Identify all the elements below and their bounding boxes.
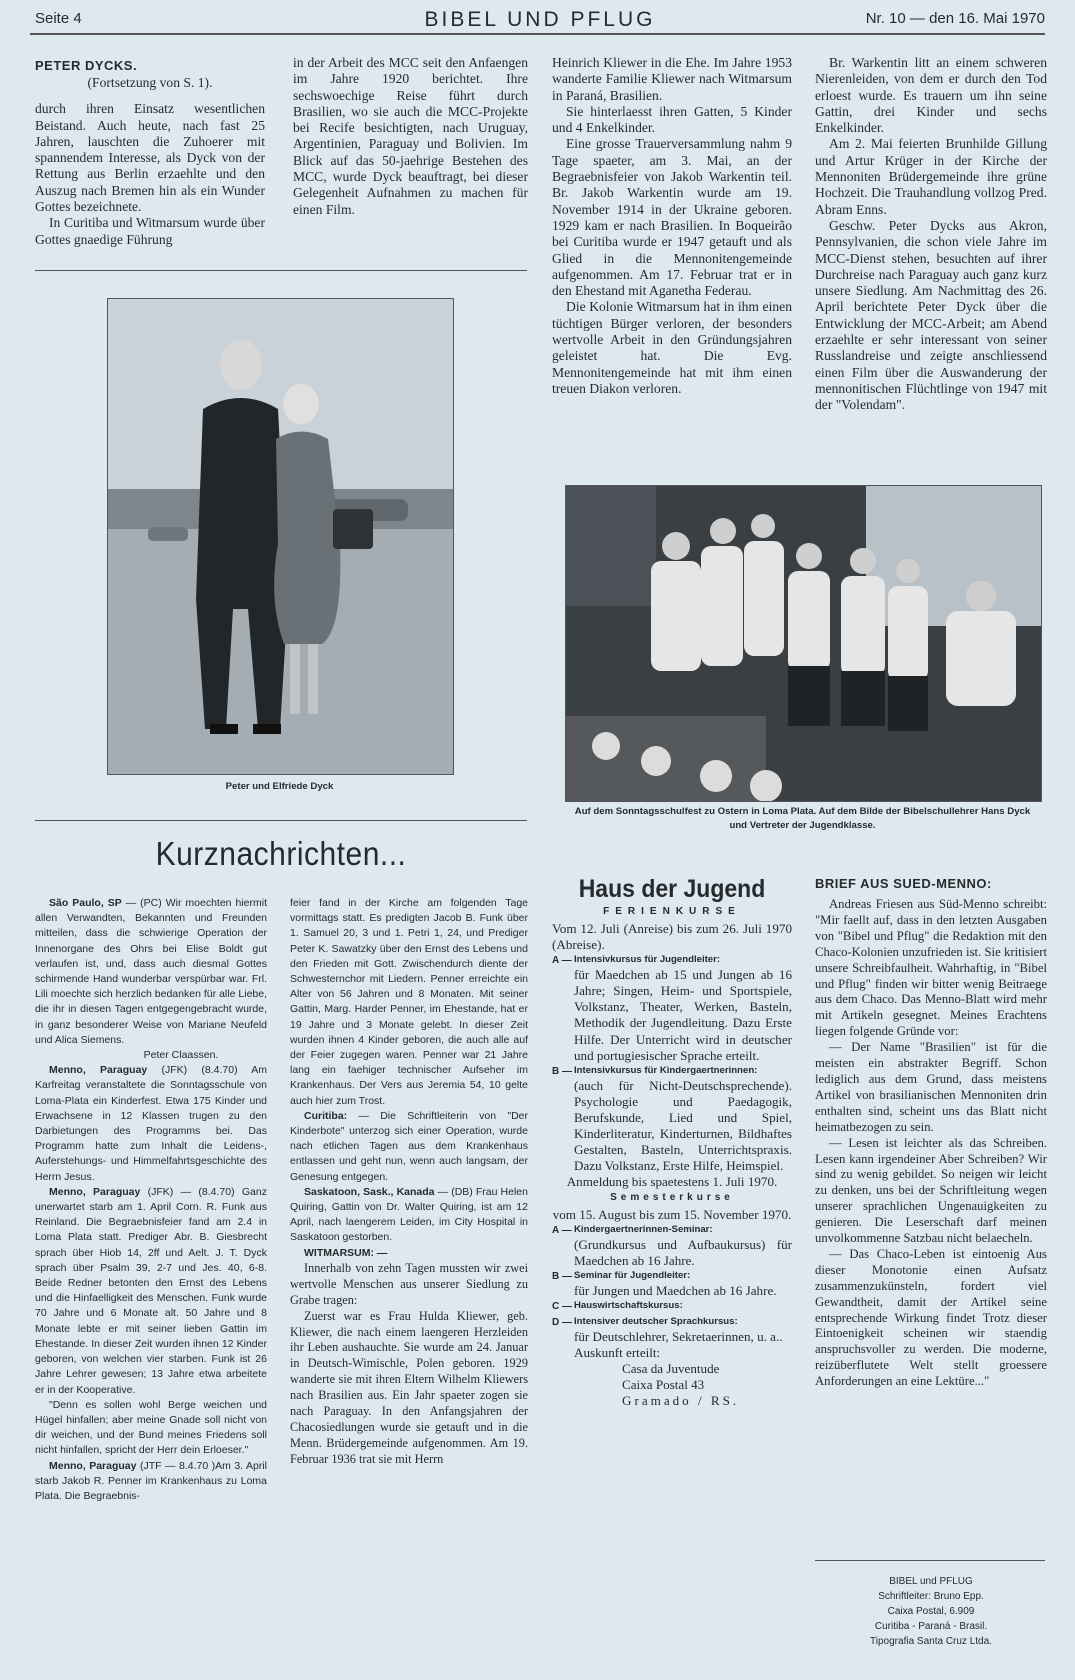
m2-lead: Menno, Paraguay — [49, 1185, 141, 1198]
m2-text: (JFK) — (8.4.70) Ganz unerwartet starb am 1. April Corn. R. Funk aus Reinland. Die Begraebnisfeier fand am 2.4 in Loma Plata statt. Prediger Abr. B. Giesbrecht sprach über Hiob 14, 2ff und Aelt. J. T. Dyck sprach über Psalm 39, 2-7 und Jes. 40, 6-8. Beide Redner betonten den Ernst des Lebens und die Hinfaelligkeit des Menschen. Funk wurde 70 Jahre und 6 Monate alt. 50 Jahre und 8 Monate lebte er mit seiner lieben Gattin im Ehestande. In dieser Zeit wurden ihnen 12 Kinder geboren, von welchen vier starben. Funk ist 26 Jahre Lehrer gewesen; 13 Jahre etwa arbeitete er in der Kooperative. — [35, 1185, 267, 1396]
sa-key: A — — [552, 1224, 572, 1236]
sd-text: für Deutschlehrer, Sekretaerinnen, u. a.. — [574, 1328, 783, 1344]
photo-peter-elfriede-dyck — [107, 298, 454, 775]
obit-p4: Die Kolonie Witmarsum hat in ihm einen tüchtigen Bürger verloren, der besonders wertvolle Arbeit in den Gründungsjahren geleistet hat. Die Evg. Mennonitengemeinde hat mit ihm einen treuen Diakon verloren. — [552, 299, 792, 396]
c2-p1: feier fand in der Kirche am folgenden Tage vormittags statt. Es predigten Jacob B. Funk über 1. Samuel 20, 3 und 1. Petri 1, 24, und Prediger Peter K. Sawatzky über den Ernst des Lebens und den Frieden mit Gott. Zwischendurch diente der Schwesternchor mit Liedern. Penner erreichte ein Alter von 56 Jahren und 8 Monaten. Mit seiner Gattin, Marg. Harder Penner, im Ehestande, hat er 19 Jahre und 3 Monate gelebt. In dieser Zeit wurden ihnen 4 Kinder geboren, die auch alle auf der Feier zugegen waren. Penner war 21 Jahre lang ein faehiger technischer Aufseher im Krankenhaus. Der Vers aus Jeremia 54, 10 gelte auch hier zum Trost. — [290, 897, 528, 1107]
wit-lead: WITMARSUM: — — [304, 1246, 388, 1259]
brief-p1: Andreas Friesen aus Süd-Menno schreibt: "Mir faellt auf, dass in den letzten Ausgaben von "Bibel und Pflug" die Redaktion mit den Chaco-Kolonien unzufrieden ist. Sie kritisiert unsere Schreibfaulheit. Wahrhaftig, in "Bibel und Pflug" finden wir bitter wenig Beitraege aus dem Chaco. Das Menno-Blatt wird mehr mit Artikeln gesegnet. Meines Erachtens liegen folgende Gründe vor: — [815, 897, 1047, 1039]
sb-text: für Jungen und Maedchen ab 16 Jahre. — [574, 1282, 777, 1298]
obit-p1: Heinrich Kliewer in die Ehe. Im Jahre 1953 wanderte Familie Kliewer nach Witmarsum in Paraná, Brasilien. — [552, 55, 792, 103]
kurz-column-2 — [290, 896, 528, 1468]
imprint-printer: Tipografia Santa Cruz Ltda. — [870, 1636, 992, 1647]
haus-dates: Vom 12. Juli (Anreise) bis zum 26. Juli 1970 (Abreise). — [552, 921, 792, 953]
haus-address-2: Caixa Postal 43 — [622, 1377, 705, 1393]
wit-p2: Zuerst war es Frau Hulda Kliewer, geb. Kliewer, die nach einem laengeren Herzleiden ihr Leben aushauchte. Sie wurde am 24. Januar in Deutsch-Wimischle, Polen geboren. 1929 wanderte sie mit ihren Eltern Wilhelm Kliewers nach Brasilien aus. Ein Jahr spaeter zogen sie nach Paraguay. In den Anfangsjahren der Chacosiedlungen wurde sie getauft und in die Menn. Brüdergemeinde aufgenommen. Am 19. Februar 1936 trat sie mit Herrn — [290, 1308, 528, 1466]
wit-p1: Innerhalb von zehn Tagen mussten wir zwei wertvolle Menschen aus unserer Siedlung zu Grabe tragen: — [290, 1260, 528, 1307]
brief-p2: — Der Name "Brasilien" ist für die meisten ein abstrakter Begriff. Schon lediglich aus dem Grund, dass meistens Artikel von brasilianischen Mennoniten drin enthalten sind, scheint uns das Blatt nicht heimatbezogen zu sein. — [815, 1040, 1047, 1134]
brief-title: BRIEF AUS SUED-MENNO: — [815, 876, 992, 891]
sb-key: B — — [552, 1270, 572, 1282]
right-p1: Br. Warkentin litt an einem schweren Nierenleiden, von dem er durch den Tod erloest wurde. Es trauern um ihn seine Gattin, drei Kinder und sechs Enkelkinder. — [815, 55, 1047, 136]
sunday-school-photo-image — [566, 486, 1041, 801]
dyck-col2-text: in der Arbeit des MCC seit den Anfaengen im Jahre 1920 berichtet. Ihre sechswoechige Reise führt durch Brasilien, wo sie auch die MCC-Projekte bei Recife besichtigten, nach Uruguay, Argentinien, Paraguay und Bolivien. Im Blick auf das 50-jaehrige Bestehen des MCC, wurde Dyck beauftragt, bei dieser Gelegenheit Aufnahmen zu machen für einen Film. — [293, 55, 528, 217]
cur-lead: Curitiba: — [304, 1109, 348, 1122]
imprint-city: Curitiba - Paraná - Brasil. — [874, 1621, 988, 1632]
brief-p3: — Lesen ist leichter als das Schreiben. Lesen kann irgendeiner Aber Schreiben? Wir sind zu wenig gebildet. So neigen wir leicht zu denken, uns bei der Schriftleitung wegen unserer sprachlichen Ungenauigkeiten zu genieren. Die Leserschaft darf meinen unvolkommenne Satzbau nicht belaecheln. — [815, 1135, 1047, 1246]
m2-quote: "Denn es sollen wohl Berge weichen und Hügel hinfallen; aber meine Gnade soll nicht von dir weichen, und der Bund meines Friedens soll nicht hinfallen, spricht der Herr dein Erloeser." — [35, 1398, 267, 1457]
sb-label: Seminar für Jugendleiter: — [574, 1269, 691, 1281]
imprint — [815, 1574, 1047, 1649]
imprint-title: BIBEL und PFLUG — [889, 1576, 973, 1587]
haus-address-3: Gramado / RS. — [622, 1393, 740, 1409]
right-p2: Am 2. Mai feierten Brunhilde Gillung und Artur Krüger in der Kirche der Mennoniten Brüdergemeinde ihre grüne Hochzeit. Die Trauhandlung vollzog Pred. Abram Enns. — [815, 136, 1047, 217]
dyck-title: PETER DYCKS. — [35, 58, 138, 73]
sc-key: C — — [552, 1300, 572, 1312]
semester-heading: Semesterkurse — [610, 1192, 734, 1204]
imprint-rule — [815, 1560, 1045, 1561]
sd-label: Intensiver deutscher Sprachkursus: — [574, 1315, 738, 1327]
kurz-top-rule — [35, 820, 527, 821]
dyck-col1-text: durch ihren Einsatz wesentlichen Beistand. Auch heute, nach fast 25 Jahren, lauschten die Zuhoerer mit spannendem Interesse, als Dyck von der Rettung aus Berlin erzaehlte und den Auszug nach Bremen hin als ein Wunder Gottes bezeichnete. — [35, 101, 265, 215]
dyck-col1-text-b: In Curitiba und Witmarsum wurde über Gottes gnaedige Führung — [35, 215, 265, 247]
couple-photo-image — [108, 299, 453, 774]
haus-registration: Anmeldung bis spaetestens 1. Juli 1970. — [566, 1174, 778, 1190]
kurz-column-1 — [35, 896, 267, 1504]
obit-p3: Eine grosse Trauerversammlung nahm 9 Tage spaeter, am 3. Mai, an der Begraebnisfeier von Jakob Warkentin teil. Br. Jakob Warkentin wurde am 19. November 1914 in der Ukraine geboren. 1929 kam er nach Brasilien. In Boqueirão bei Curitiba wurde er 1947 getauft und als Glied in die Mennonitengemeinde aufgenommen. Am 17. Februar trat er in den Ehestand mit Aganetha Federau. — [552, 136, 792, 299]
brief-p4: — Das Chaco-Leben ist eintoenig Aus dieser Monotonie einen Aufsatz zusammenzukünsteln, fordert viel Gewandtheit, damit der Artikel seine entsprechende Wirkung findet Trotz dieser Eintoenigkeit scheinen wir staendig anspruchsvoller zu werden. Die moderne, reizüberflutete Welt stellt groessere Anforderungen an eine Lektüre..." — [815, 1246, 1047, 1389]
m3-lead: Menno, Paraguay — [49, 1459, 137, 1472]
dyck-article-col1 — [35, 58, 265, 248]
a-text: für Maedchen ab 15 und Jungen ab 16 Jahre; Singen, Heim- und Sportspiele, Volkstanz, Theater, Werken, Basteln, Methodik der Jugendleitung. Dazu Erste Hilfe. Der Unterricht wird in deutscher und portugiesischer Sprache erteilt. — [574, 967, 792, 1063]
cur-text: — Die Schriftleiterin von "Der Kinderbote" unterzog sich einer Operation, wurde nach etlichen Tagen aus dem Krankenhaus entlassen und geht nun, wenn auch langsam, der Genesung entgegen. — [290, 1109, 528, 1183]
m1-text: (JFK) (8.4.70) Am Karfreitag veranstaltete die Sonntagsschule von Loma-Plata ein Kinderfest. Etwa 175 Kinder und Erwachsene in 12 Klassen trugen zu den Darbietungen des Programms bei. Das Programm hatte zum Inhalt die Leidens-, Auferstehungs- und Himmelfahrtsgeschichte des Herrn Jesus. — [35, 1064, 267, 1183]
obit-p2: Sie hinterlaesst ihren Gatten, 5 Kinder und 4 Enkelkinder. — [552, 103, 792, 136]
photo-sunday-school — [565, 485, 1042, 802]
sa-label: Kindergaertnerinnen-Seminar: — [574, 1223, 713, 1235]
sas-text: — (DB) Frau Helen Quiring, Gattin von Dr. Walter Quiring, ist am 12 April, nach laengerem Leiden, im City Hospital in Saskatoon gestorben. — [290, 1185, 528, 1244]
brief-sued-menno — [815, 876, 1047, 1390]
b-text: (auch für Nicht-Deutschsprechende). Psychologie und Paedagogik, Berufskunde, Lied und Spiel, Kinderliteratur, Kinderturnen, Bildhaftes Gestalten, Basteln, Unterrichtspraxis. Dazu Volkstanz, Erste Hilfe, Heimspiel. — [574, 1077, 792, 1174]
photo1-caption: Peter und Elfriede Dyck — [225, 781, 334, 792]
issue-date: Nr. 10 — den 16. Mai 1970 — [865, 10, 1045, 27]
imprint-postal: Caixa Postal, 6.909 — [887, 1606, 975, 1617]
dyck-article-col2 — [293, 55, 528, 218]
b-key: B — — [552, 1065, 572, 1077]
masthead-title: BIBEL UND PFLUG — [424, 8, 656, 31]
haus-title: Haus der Jugend — [578, 873, 766, 903]
obituary-column — [552, 55, 792, 397]
b-label: Intensivkursus für Kindergaertnerinnen: — [574, 1064, 758, 1076]
sa-text: (Grundkursus und Aufbaukursus) für Maedchen ab 16 Jahre. — [574, 1236, 792, 1268]
kurznachrichten-title: Kurznachrichten... — [155, 836, 407, 873]
dyck-continuation: (Fortsetzung von S. 1). — [87, 75, 213, 90]
a-label: Intensivkursus für Jugendleiter: — [574, 954, 721, 966]
dyck-rule — [35, 270, 527, 271]
sp-signature: Peter Claassen. — [143, 1049, 219, 1062]
sp-lead: São Paulo, SP — [49, 897, 122, 909]
sp-text: — (PC) Wir moechten hiermit allen Verwandten, Bekannten und Freunden mitteilen, dass die schwierige Operation der Innenorgane des Ohrs bei Elise Boldt gut verlaufen ist, und, dass auch diesmal Gottes schirmende Hand wunderbar verspürbar war. Frl. Lili moechte sich herzlich bedanken für alle Liebe, die ihr in diesen Tagen entgegengebracht wurde, in ganz besonderer Weise von Mariane Neufeld und Alica Siemens. — [35, 897, 267, 1046]
semester-dates: vom 15. August bis zum 15. November 1970. — [552, 1206, 792, 1222]
a-key: A — — [552, 955, 572, 967]
sd-key: D — — [552, 1316, 572, 1328]
haus-der-jugend — [552, 875, 792, 1409]
imprint-editor: Schriftleiter: Bruno Epp. — [878, 1591, 984, 1602]
m3-text: (JTF — 8.4.70 )Am 3. April starb Jakob R. Penner im Krankenhaus zu Loma Plata. Die Begraebnis- — [35, 1459, 267, 1502]
photo2-caption: Auf dem Sonntagsschulfest zu Ostern in Loma Plata. Auf dem Bilde der Bibelschullehrer Hans Dyck und Vertreter der Jugendklasse. — [574, 806, 1031, 831]
page-number: Seite 4 — [35, 10, 82, 27]
sc-label: Hauswirtschaftskursus: — [574, 1299, 683, 1311]
right-p3: Geschw. Peter Dycks aus Akron, Pennsylvanien, die schon viele Jahre im MCC-Dienst stehen, besuchten auf ihrer Durchreise nach Paraguay auch ganz kurz unsere Siedlung. Am Nachmittag des 26. April berichtete Peter Dyck über die Entwicklung der MCC-Arbeit; am Abend erzaehlte er sehr interessant von seiner Russlandreise und zeigte anschliessend einen Film über die Auswanderung der mennonitischen Flüchtlinge von 1947 mit der "Volendam". — [815, 217, 1047, 413]
right-column-top — [815, 55, 1047, 414]
haus-info: Auskunft erteilt: — [574, 1345, 661, 1361]
haus-address-1: Casa da Juventude — [622, 1361, 720, 1377]
sas-lead: Saskatoon, Sask., Kanada — [304, 1185, 435, 1198]
m1-lead: Menno, Paraguay — [49, 1064, 148, 1077]
haus-subtitle: FERIENKURSE — [603, 906, 741, 917]
header-rule — [30, 33, 1045, 35]
